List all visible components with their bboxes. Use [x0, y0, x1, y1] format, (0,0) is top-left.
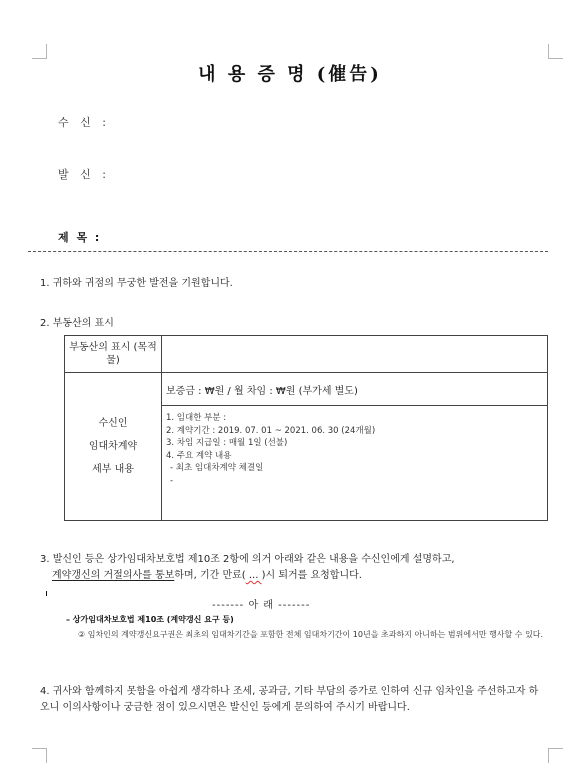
item-3-line-2 [52, 568, 552, 583]
contract-details-cell [162, 406, 548, 521]
document-title: 내 용 증 명 (催告) [198, 64, 382, 85]
property-value-cell [162, 336, 548, 373]
notice-of-refusal-text: 계약갱신의 거절의사를 통보 [52, 570, 175, 581]
table-row [65, 373, 548, 406]
notice-heading: ------- 아 래 ------- [212, 600, 311, 611]
sender-label: 발 신 : [58, 168, 110, 181]
recipient-label: 수 신 : [58, 116, 110, 129]
contract-header-line: 세부 내용 [92, 464, 134, 475]
detail-line: - [170, 475, 174, 486]
item-3-text-end: )시 퇴거를 요청합니다. [261, 570, 362, 581]
text-cursor-mark [46, 591, 47, 596]
page-corner-mark-top-left [32, 44, 47, 59]
detail-line: 4. 주요 계약 내용 [166, 450, 232, 461]
page-corner-mark-bottom-left [32, 748, 47, 763]
contract-header-cell [65, 373, 162, 521]
item-3-text: 하며, 기간 만료( [174, 570, 246, 581]
law-body: ② 임차인의 계약갱신요구권은 최초의 임대차기간을 포함한 전체 임대차기간이 10년을 초과하지 아니하는 범위에서만 행사할 수 있다. [78, 630, 544, 639]
detail-line: 1. 임대한 부분 : [166, 413, 227, 423]
detail-line: - 최초 임대차계약 체결일 [170, 463, 264, 473]
table-row [65, 336, 548, 373]
dashed-divider [28, 251, 548, 252]
contract-header-line: 임대차계약 [88, 441, 138, 452]
page-corner-mark-top-right [548, 44, 563, 59]
item-2-title: 2. 부동산의 표시 [40, 318, 114, 329]
page-corner-mark-bottom-right [548, 748, 563, 763]
item-1-greeting: 1. 귀하와 귀점의 무궁한 발전을 기원합니다. [40, 278, 233, 289]
expiry-date-blank: ... [245, 570, 262, 581]
subject-label: 제 목 : [58, 231, 102, 244]
item-4-closing: 4. 귀사와 함께하지 못함을 아쉽게 생각하나 조세, 공과금, 기타 부담의 증가로 인하여 신규 임차인을 주선하고자 하오니 이의사항이나 궁금한 점이 있으시면은 발신인 등에게 문의하여 주시기 바랍니다. [40, 686, 539, 713]
item-3-line-1: 3. 발신인 등은 상가임대차보호법 제10조 2항에 의거 아래와 같은 내용을 수신인에게 설명하고, [40, 554, 455, 565]
detail-line: 3. 차임 지급일 : 매월 1일 (선불) [166, 438, 288, 448]
property-table [64, 335, 548, 521]
deposit-rent-cell: 보증금 : ₩원 / 월 차임 : ₩원 (부가세 별도) [162, 373, 548, 406]
contract-header-line: 수신인 [98, 418, 128, 429]
property-header-cell: 부동산의 표시 (목적물) [65, 336, 162, 373]
law-heading: – 상가임대차보호법 제10조 (계약갱신 요구 등) [66, 615, 234, 624]
detail-line: 2. 계약기간 : 2019. 07. 01 ~ 2021. 06. 30 (24개월) [166, 425, 376, 436]
